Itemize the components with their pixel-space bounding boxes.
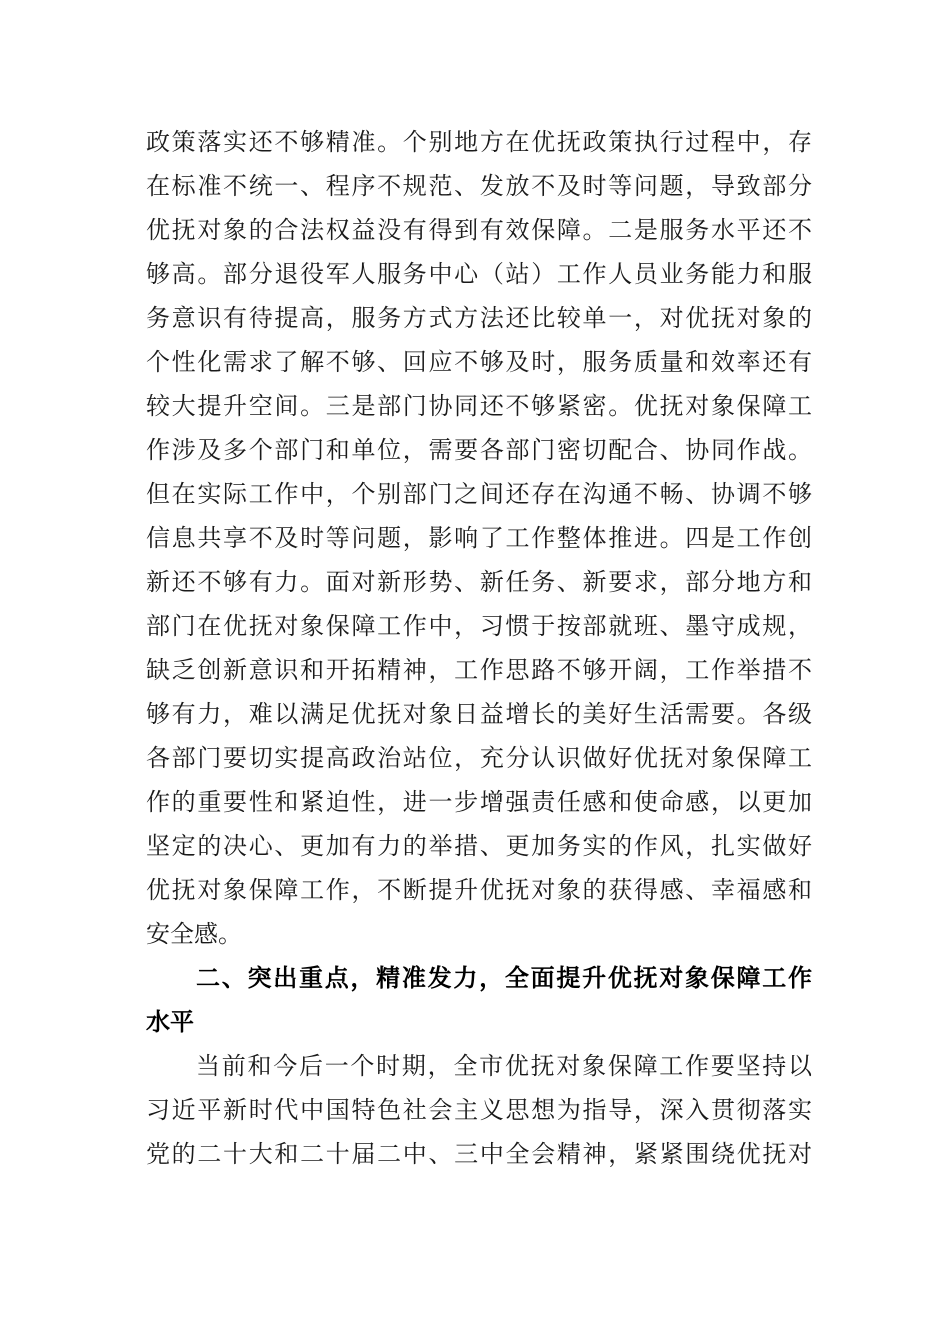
paragraph-line: 作涉及多个部门和单位，需要各部门密切配合、协同作战。 xyxy=(146,436,812,464)
paragraph-line: 优抚对象的合法权益没有得到有效保障。二是服务水平还不 xyxy=(146,216,812,244)
paragraph-line: 作的重要性和紧迫性，进一步增强责任感和使命感，以更加 xyxy=(146,788,812,816)
paragraph-line: 务意识有待提高，服务方式方法还比较单一，对优抚对象的 xyxy=(146,304,812,332)
paragraph-line: 较大提升空间。三是部门协同还不够紧密。优抚对象保障工 xyxy=(146,392,812,420)
paragraph-line: 党的二十大和二十届二中、三中全会精神，紧紧围绕优抚对 xyxy=(146,1140,812,1168)
paragraph-line: 部门在优抚对象保障工作中，习惯于按部就班、墨守成规， xyxy=(146,612,812,640)
paragraph-line: 安全感。 xyxy=(146,920,242,948)
paragraph-line: 当前和今后一个时期，全市优抚对象保障工作要坚持以 xyxy=(196,1052,812,1080)
section-heading: 水平 xyxy=(146,1008,194,1036)
paragraph-line: 但在实际工作中，个别部门之间还存在沟通不畅、协调不够 xyxy=(146,480,812,508)
paragraph-line: 新还不够有力。面对新形势、新任务、新要求，部分地方和 xyxy=(146,568,812,596)
paragraph-line: 够有力，难以满足优抚对象日益增长的美好生活需要。各级 xyxy=(146,700,812,728)
paragraph-line: 够高。部分退役军人服务中心（站）工作人员业务能力和服 xyxy=(146,260,812,288)
paragraph-line: 各部门要切实提高政治站位，充分认识做好优抚对象保障工 xyxy=(146,744,812,772)
paragraph-line: 个性化需求了解不够、回应不够及时，服务质量和效率还有 xyxy=(146,348,812,376)
paragraph-line: 政策落实还不够精准。个别地方在优抚政策执行过程中，存 xyxy=(146,128,812,156)
paragraph-line: 信息共享不及时等问题，影响了工作整体推进。四是工作创 xyxy=(146,524,812,552)
paragraph-line: 习近平新时代中国特色社会主义思想为指导，深入贯彻落实 xyxy=(146,1096,812,1124)
paragraph-line: 在标准不统一、程序不规范、发放不及时等问题，导致部分 xyxy=(146,172,812,200)
section-heading: 二、突出重点，精准发力，全面提升优抚对象保障工作 xyxy=(196,964,812,992)
paragraph-line: 坚定的决心、更加有力的举措、更加务实的作风，扎实做好 xyxy=(146,832,812,860)
paragraph-line: 优抚对象保障工作，不断提升优抚对象的获得感、幸福感和 xyxy=(146,876,812,904)
paragraph-line: 缺乏创新意识和开拓精神，工作思路不够开阔，工作举措不 xyxy=(146,656,812,684)
